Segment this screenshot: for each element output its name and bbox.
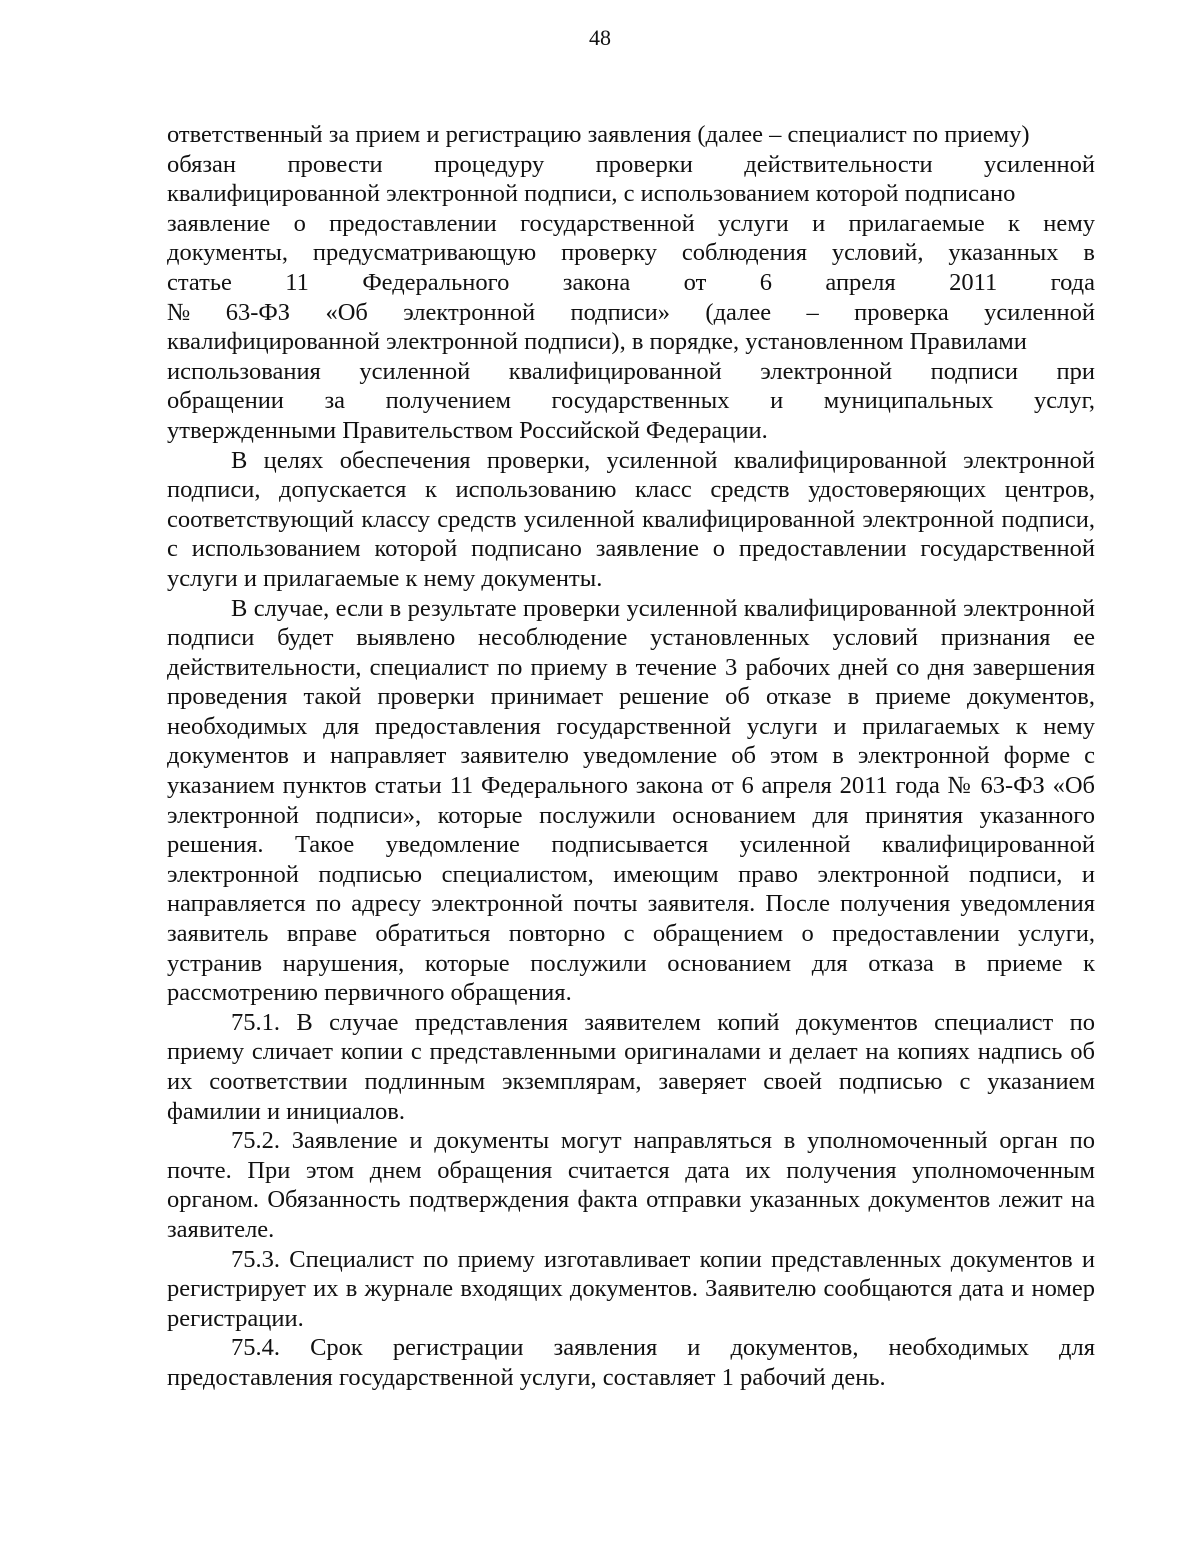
paragraph-2: В целях обеспечения проверки, усиленной квалифицированной электронной подписи, допускается к использованию класс средств удостоверяющих центров, соответствующий классу средств усиленной квалифицированной электронной подписи, с использованием которой подписано заявление о предоставлении государственной услуги и прилагаемые к нему документы. <box>167 446 1095 592</box>
word: указанных <box>948 239 1059 267</box>
word: проверки <box>595 150 693 178</box>
word: статье <box>167 268 232 296</box>
paragraph-1-line: квалифицированной электронной подписи), в порядке, установленном Правилами <box>167 328 1027 356</box>
word: и <box>770 387 784 415</box>
paragraph-1-line: квалифицированной электронной подписи, с использованием которой подписано <box>167 180 1016 208</box>
word: (далее <box>705 298 772 326</box>
word: государственной <box>520 209 695 237</box>
paragraph-1-line: утвержденными Правительством Российской Федерации. <box>167 416 768 444</box>
word: обязан <box>167 150 237 178</box>
word: за <box>324 387 346 415</box>
word: закона <box>562 268 631 296</box>
paragraph-6: 75.3. Специалист по приему изготавливает копии представленных документов и регистрирует их в журнале входящих документов. Заявителю сообщаются дата и номер регистрации. <box>167 1245 1095 1332</box>
paragraph-7: 75.4. Срок регистрации заявления и документов, необходимых для предоставления государственной услуги, составляет 1 рабочий день. <box>167 1334 1095 1391</box>
paragraph-3: В случае, если в результате проверки усиленной квалифицированной электронной подписи будет выявлено несоблюдение установленных условий признания ее действительности, специалист по приему в течение 3 рабочих дней со дня завершения проведения такой проверки принимает решение об отказе в приеме документов, необходимых для предоставления государственной услуги и прилагаемых к нему документов и направляет заявителю уведомление об этом в электронной форме с указанием пунктов статьи 11 Федерального закона от 6 апреля 2011 года № 63-ФЗ «Об электронной подписи», которые послужили основанием для принятия указанного решения. Такое уведомление подписывается усиленной квалифицированной электронной подписью специалистом, имеющим право электронной подписи, и направляется по адресу электронной почты заявителя. После получения уведомления заявитель вправе обратиться повторно с обращением о предоставлении услуги, устранив нарушения, которые послужили основанием для отказа в приеме к рассмотрению первичного обращения. <box>167 594 1095 1007</box>
word: 2011 <box>949 268 998 296</box>
word: предоставлении <box>329 209 497 237</box>
paragraph-4: 75.1. В случае представления заявителем копий документов специалист по приему сличает копии с представленными оригиналами и делает на копиях надпись об их соответствии подлинным экземплярам, заверяет своей подписью с указанием фамилии и инициалов. <box>167 1008 1095 1125</box>
document-body <box>167 120 1095 1393</box>
word: электронной <box>403 298 536 326</box>
word: усиленной <box>984 298 1095 326</box>
word: подписи <box>930 357 1018 385</box>
word: – <box>806 298 819 326</box>
paragraph-1-line <box>167 238 1095 268</box>
word: апреля <box>825 268 896 296</box>
paragraph-1-line <box>167 386 1095 416</box>
word: к <box>1008 209 1020 237</box>
paragraph-1-line <box>167 268 1095 298</box>
paragraph-1-line: ответственный за прием и регистрацию заявления (далее – специалист по приему) <box>167 121 1030 148</box>
word: в <box>1083 239 1095 267</box>
word: года <box>1050 268 1095 296</box>
word: обращении <box>167 387 284 415</box>
word: действительности <box>744 150 933 178</box>
word: о <box>293 209 306 237</box>
word: квалифицированной <box>508 357 722 385</box>
word: заявление <box>167 209 271 237</box>
word: при <box>1056 357 1095 385</box>
word: соблюдения <box>681 239 808 267</box>
word: услуги <box>718 209 789 237</box>
paragraph-1-line <box>167 150 1095 180</box>
paragraph-1 <box>167 120 1095 446</box>
word: документы, <box>167 239 288 267</box>
word: использования <box>167 357 321 385</box>
word: проверку <box>561 239 658 267</box>
word: усиленной <box>984 150 1095 178</box>
word: 63-ФЗ <box>225 298 291 326</box>
word: «Об <box>325 298 368 326</box>
word: государственных <box>551 387 730 415</box>
word: услуг, <box>1033 387 1095 415</box>
word: 11 <box>285 268 309 296</box>
word: предусматривающую <box>312 239 537 267</box>
word: условий, <box>831 239 924 267</box>
word: прилагаемые <box>848 209 985 237</box>
word: 6 <box>759 268 772 296</box>
page-number: 48 <box>589 25 611 50</box>
word: электронной <box>760 357 893 385</box>
word: процедуру <box>434 150 545 178</box>
word: проверка <box>854 298 949 326</box>
paragraph-5: 75.2. Заявление и документы могут направляться в уполномоченный орган по почте. При этом днем обращения считается дата их получения уполномоченным органом. Обязанность подтверждения факта отправки указанных документов лежит на заявителе. <box>167 1127 1095 1243</box>
word: муниципальных <box>823 387 994 415</box>
word: подписи» <box>570 298 671 326</box>
paragraph-1-line <box>167 209 1095 239</box>
word: провести <box>287 150 383 178</box>
word: и <box>812 209 826 237</box>
paragraph-1-line <box>167 298 1095 328</box>
word: получением <box>385 387 511 415</box>
word: № <box>167 298 191 326</box>
word: нему <box>1043 209 1095 237</box>
word: от <box>683 268 707 296</box>
word: усиленной <box>359 357 471 385</box>
paragraph-1-line <box>167 357 1095 387</box>
word: Федерального <box>362 268 510 296</box>
